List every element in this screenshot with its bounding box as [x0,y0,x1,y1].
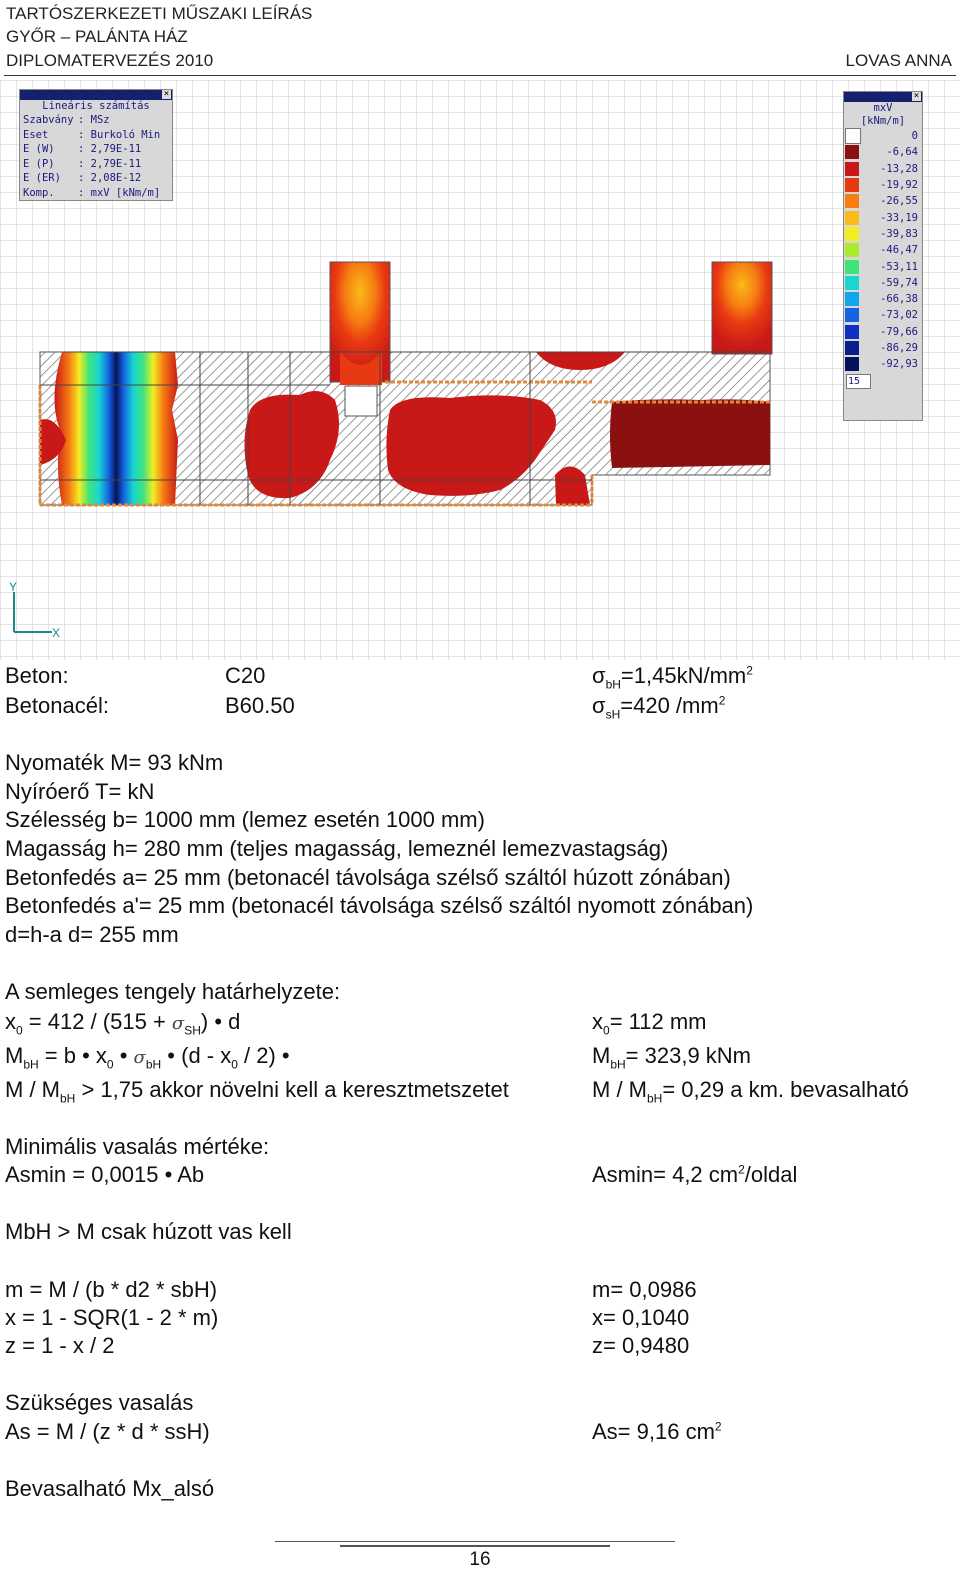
calc-formula: z = 1 - x / 2 [5,1333,115,1358]
legend-swatch [845,178,859,192]
legend-entry [844,193,922,209]
param-line: Szélesség b= 1000 mm (lemez esetén 1000 mm) [5,807,485,832]
legend-value: -46,47 [880,244,918,257]
legend-value: -6,64 [886,146,918,159]
legend-value: -13,28 [880,162,918,175]
legend-entry [844,161,922,177]
param-line: Nyomaték M= 93 kNm [5,750,224,775]
beton-label: Beton: [5,663,69,688]
legend-value: -39,83 [880,227,918,240]
minimal-title: Minimális vasalás mértéke: [5,1134,270,1159]
calc-result: z= 0,9480 [592,1333,690,1358]
red-zone-3 [610,399,770,468]
header-course: DIPLOMATERVEZÉS 2010 [6,51,214,70]
axis-y-label: Y [9,580,18,594]
panel-row: Komp. : mxV [kNm/m] [23,186,161,199]
szukseges-title: Szükséges vasalás [5,1390,194,1415]
panel-row: Eset : Burkoló Min [23,128,161,141]
legend-entry [844,324,922,340]
legend-swatch [845,211,859,225]
legend-entry [844,307,922,323]
legend-swatch [845,162,859,176]
legend-swatch [845,194,859,208]
panel-row: E (ER) : 2,08E-12 [23,172,142,184]
legend-value: -79,66 [880,325,918,338]
panel-row: E (P) : 2,79E-11 [23,157,142,170]
axis-x-label: X [52,626,61,640]
legend-value: -66,38 [880,293,918,306]
param-line: Betonfedés a'= 25 mm (betonacél távolsága szélső száltól nyomott zónában) [5,893,754,918]
legend-swatch [845,341,859,355]
condition-line: $M / M_{bH} > 1,75$ akkor növelni kell a keresztmetszetet [5,1077,509,1106]
condition-result: $M / M_{bH}= 0,29$ a km. bevasalható [592,1077,909,1106]
legend-swatch [845,276,859,290]
opening [345,386,377,416]
calc-result: x= 0,1040 [592,1305,690,1330]
calc-formula: x = 1 - SQR(1 - 2 * m) [5,1305,219,1330]
column-right [712,262,772,354]
legend-entry [844,356,922,372]
legend-value: -33,19 [880,211,918,224]
legend-swatch [845,260,859,274]
analysis-info-panel [19,89,173,201]
color-legend [843,91,923,421]
legend-swatch [845,308,859,322]
minimal-formula: Asmin = 0,0015 • Ab [5,1162,205,1187]
legend-value: -86,29 [880,342,918,354]
legend-entry [844,291,922,307]
x0-result: $x_0= 112$ mm [592,1009,707,1038]
param-line: d=h-a d= 255 mm [5,922,179,947]
beton-sigma: $\sigma_{bH}=1,45kN/mm^2$ [592,663,753,692]
calc-formula: m = M / (b * d2 * sbH) [5,1277,218,1302]
close-icon[interactable]: × [913,91,920,101]
szukseges-result: As= 9,16 $cm^2$ [592,1419,722,1444]
legend-swatch [845,227,859,241]
param-line: Magasság h= 280 mm (teljes magasság, lemeznél lemezvastagság) [5,836,669,861]
blue-zone [54,352,178,505]
legend-entry [844,128,922,144]
mbh-note: MbH > M csak húzott vas kell [5,1219,292,1244]
param-line: Nyíróerő T= kN [5,779,155,804]
param-line: Betonfedés a= 25 mm (betonacél távolsága szélső száltól húzott zónában) [5,865,731,890]
page-number: 16 [469,1549,491,1570]
legend-swatch [845,243,859,257]
legend-entry [844,340,922,356]
legend-entry [844,144,922,160]
panel-row: E (W) : 2,79E-11 [23,143,142,155]
acel-sigma: $\sigma_{sH}=420$ $/mm^2$ [592,693,726,722]
legend-value: -73,02 [880,309,918,322]
legend-value: 0 [911,130,918,143]
header-project: GYŐR – PALÁNTA HÁZ [6,27,188,46]
beton-value: C20 [225,663,266,688]
legend-entry [844,209,922,225]
header-author: LOVAS ANNA [845,51,952,70]
legend-value: -59,74 [880,276,918,289]
header-divider [4,75,956,76]
legend-swatch [845,325,859,339]
legend-entry [844,226,922,242]
close-icon[interactable]: × [163,89,170,99]
acel-label: Betonacél: [5,693,109,718]
mbh-result: $M_{bH}= 323,9$ kNm [592,1043,752,1072]
acel-value: B60.50 [225,693,295,718]
mbh-formula: $M_{bH} = b$ • $x_0$ • $\sigma_{bH}$ • $(d - x_0 / 2)$ • [5,1043,290,1072]
szukseges-formula: As = M / (z * d * ssH) [5,1419,210,1444]
legend-entry [844,258,922,274]
footer-rule-bottom [340,1545,610,1547]
legend-count-input[interactable]: 15 [846,374,871,389]
legend-swatch [845,357,859,371]
legend-value: -53,11 [880,260,918,273]
legend-entry [844,177,922,193]
legend-value: -19,92 [880,179,918,192]
semleges-title: A semleges tengely határhelyzete: [5,979,341,1004]
footer-rule-top [275,1541,675,1542]
minimal-result: Asmin= 4,2 $cm^2$/oldal [592,1162,798,1187]
panel-row: Szabvány : MSz [23,114,110,126]
legend-unit: [kNm/m] [860,115,906,127]
legend-entry [844,242,922,258]
calc-result: m= 0,0986 [592,1277,697,1302]
x0-formula: $x_0 = 412 / (515 + \sigma_{SH})$ • d [5,1009,241,1038]
legend-swatch [845,145,859,159]
legend-swatch [845,128,861,144]
legend-value: -92,93 [880,358,918,371]
legend-entry [844,275,922,291]
bevasalhato-line: Bevasalható Mx_alsó [5,1476,215,1501]
legend-value: -26,55 [880,195,918,208]
legend-title: mxV [873,102,893,114]
legend-swatch [845,292,859,306]
header-title: TARTÓSZERKEZETI MŰSZAKI LEÍRÁS [6,4,313,23]
panel-title: Lineáris számítás [42,100,150,112]
